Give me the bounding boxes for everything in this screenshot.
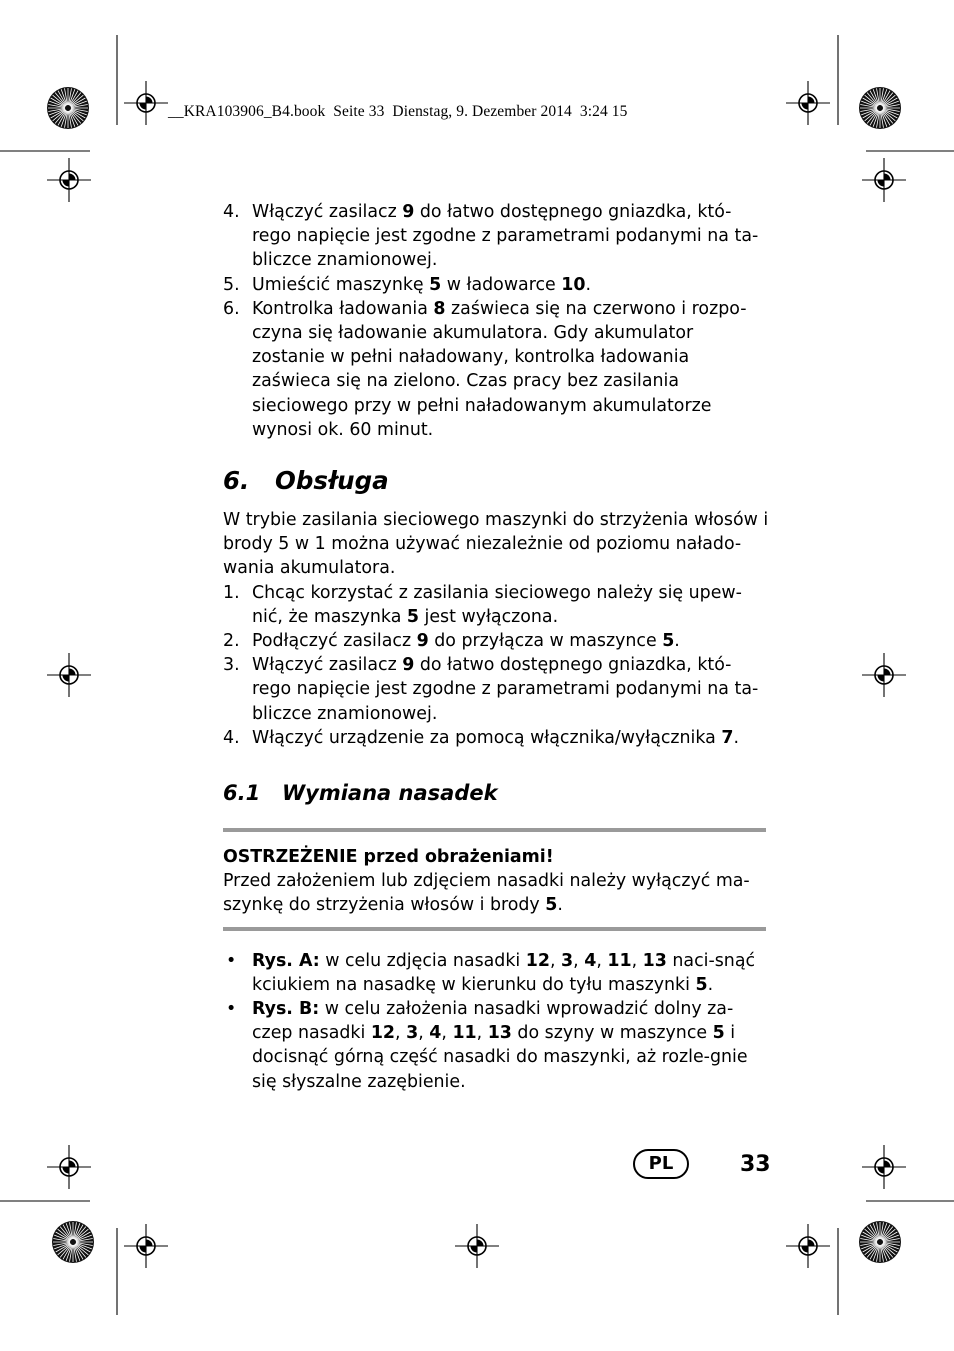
text-run: . — [733, 727, 739, 748]
bold-run: 12 — [525, 950, 550, 971]
text-run: naci-snąć kciukiem na nasadkę w kierunku do tyłu maszynki — [252, 950, 756, 995]
text-run: , — [573, 950, 585, 971]
text-run: jest wyłączona. — [419, 606, 559, 627]
bold-run: 10 — [561, 274, 586, 295]
text-run: Chcąc korzystać z zasilania sieciowego należy się upew-nić, że maszynka — [252, 582, 742, 627]
text-run: . — [707, 974, 714, 995]
bold-run: 12 — [370, 1023, 396, 1044]
list-item-number: 4. — [223, 727, 240, 748]
text-run: . — [585, 274, 591, 295]
page-content — [223, 200, 769, 1094]
registration-mark — [47, 1145, 91, 1189]
text-run: Włączyć urządzenie za pomocą włącznika/wyłącznika — [252, 727, 722, 748]
list-item — [223, 581, 769, 629]
bullet-list-attachments — [223, 949, 769, 1094]
list-item-text — [252, 728, 739, 748]
text-run: zaświeca się na czerwono i rozpo-czyna się ładowanie akumulatora. Gdy akumulator zostanie w pełni naładowany, kontrolka ładowania zaświeca się na zielono. Czas pracy bez zasilania sieciowego przy w pełni naładowanym akumulatorze wynosi ok. 60 minut. — [252, 298, 747, 440]
warning-title: OSTRZEŻENIE przed obrażeniami! — [223, 847, 554, 868]
text-run: do przyłącza w maszynce — [428, 631, 663, 652]
registration-mark — [124, 81, 168, 125]
text-run: Włączyć zasilacz — [252, 655, 403, 676]
bold-run: 13 — [487, 1023, 512, 1044]
list-item-text — [252, 655, 758, 723]
warning-text — [223, 869, 766, 917]
bullet-item — [223, 997, 769, 1094]
registration-mark — [47, 653, 91, 697]
list-item-number: 4. — [223, 202, 240, 222]
list-item-text — [252, 275, 591, 295]
bold-run: Rys. B: — [252, 999, 320, 1020]
print-header-info: __KRA103906_B4.book Seite 33 Dienstag, 9. Dezember 2014 3:24 15 — [168, 103, 628, 120]
registration-mark — [862, 1145, 906, 1189]
bold-run: 9 — [416, 631, 429, 652]
list-item — [223, 200, 769, 273]
text-run: w celu zdjęcia nasadki — [319, 950, 526, 971]
bold-run: 11 — [607, 950, 632, 971]
bold-run: 4 — [429, 1023, 442, 1044]
text-run: i docisnąć górną część nasadki do maszynki, aż rozle-gnie się słyszalne zazębienie. — [252, 1023, 748, 1092]
text-run: Umieścić maszynkę — [252, 274, 430, 295]
registration-mark — [786, 81, 830, 125]
page-number: 33 — [740, 1152, 771, 1177]
text-run: do łatwo dostępnego gniazdka, któ-rego napięcie jest zgodne z parametrami podanymi na ta-bliczce znamionowej. — [252, 202, 759, 271]
starburst-mark — [47, 87, 89, 129]
bold-run: 3 — [561, 950, 574, 971]
list-item — [223, 297, 769, 442]
section-intro: W trybie zasilania sieciowego maszynki do strzyżenia włosów i brody 5 w 1 można używać niezależnie od poziomu nałado-wania akumulatora. — [223, 510, 769, 579]
list-item-number: 5. — [223, 274, 240, 295]
registration-mark — [124, 1224, 168, 1268]
registration-mark — [47, 158, 91, 202]
bold-run: 5 — [545, 895, 558, 916]
text-run: , — [418, 1023, 430, 1044]
list-item-text — [252, 299, 746, 440]
text-run: , — [476, 1023, 488, 1044]
bold-run: 13 — [642, 950, 667, 971]
text-run: . — [674, 631, 680, 652]
bullet-text — [252, 999, 748, 1092]
subsection-title: Wymiana nasadek — [282, 781, 498, 806]
list-item — [223, 653, 769, 726]
bold-run: 11 — [452, 1023, 477, 1044]
text-run: do łatwo dostępnego gniazdka, któ-rego napięcie jest zgodne z parametrami podanymi na ta-bliczce znamionowej. — [252, 655, 759, 724]
starburst-mark — [52, 1221, 94, 1263]
list-item — [223, 273, 769, 297]
bold-run: 9 — [402, 655, 415, 676]
bold-run: 5 — [712, 1023, 725, 1044]
section-title: Obsługa — [275, 466, 389, 496]
starburst-mark — [859, 1221, 901, 1263]
list-item-number: 6. — [223, 298, 240, 319]
bold-run: 5 — [695, 974, 708, 995]
registration-mark — [862, 158, 906, 202]
bold-run: 5 — [406, 606, 419, 627]
list-item — [223, 726, 769, 750]
text-run: Włączyć zasilacz — [252, 202, 403, 222]
subsection-number: 6.1 — [223, 781, 261, 806]
text-run: , — [395, 1023, 407, 1044]
text-run: Przed założeniem lub zdjęciem nasadki należy wyłączyć ma-szynkę do strzyżenia włosów i brody — [223, 871, 750, 916]
numbered-list-operation — [223, 581, 769, 750]
numbered-list-charging — [223, 200, 769, 442]
bullet-item — [223, 949, 769, 997]
text-run: Podłączyć zasilacz — [252, 631, 417, 652]
starburst-mark — [859, 87, 901, 129]
list-item-text — [252, 202, 758, 270]
bold-run: 5 — [662, 631, 675, 652]
list-item-text — [252, 583, 742, 627]
bullet-icon: • — [226, 999, 237, 1020]
bullet-text — [252, 951, 755, 995]
bold-run: 7 — [721, 727, 734, 748]
bold-run: 8 — [433, 298, 446, 319]
list-item-number: 3. — [223, 655, 240, 676]
registration-mark — [455, 1224, 499, 1268]
subsection-heading-attachments — [223, 780, 769, 806]
section-heading-operation — [223, 466, 769, 496]
text-run: , — [549, 950, 562, 971]
text-run: do szyny w maszynce — [511, 1023, 713, 1044]
bold-run: 9 — [402, 202, 415, 222]
bullet-icon: • — [226, 950, 237, 971]
text-run: Kontrolka ładowania — [252, 298, 434, 319]
text-run: . — [557, 895, 563, 916]
bold-run: 4 — [584, 950, 597, 971]
bold-run: Rys. A: — [252, 950, 320, 971]
registration-mark — [786, 1224, 830, 1268]
bold-run: 3 — [406, 1023, 419, 1044]
list-item-text — [252, 631, 680, 651]
list-item — [223, 629, 769, 653]
text-run: w ładowarce — [441, 274, 562, 295]
text-run: , — [596, 950, 608, 971]
text-run: , — [441, 1023, 453, 1044]
section-number: 6. — [223, 466, 250, 496]
text-run: , — [631, 950, 643, 971]
bold-run: 5 — [429, 274, 442, 295]
text-run: w celu założenia nasadki wprowadzić dolny za-czep nasadki — [252, 999, 734, 1044]
warning-box — [223, 828, 766, 931]
registration-mark — [862, 653, 906, 697]
language-badge: PL — [633, 1149, 689, 1179]
list-item-number: 2. — [223, 631, 240, 652]
list-item-number: 1. — [223, 582, 240, 603]
